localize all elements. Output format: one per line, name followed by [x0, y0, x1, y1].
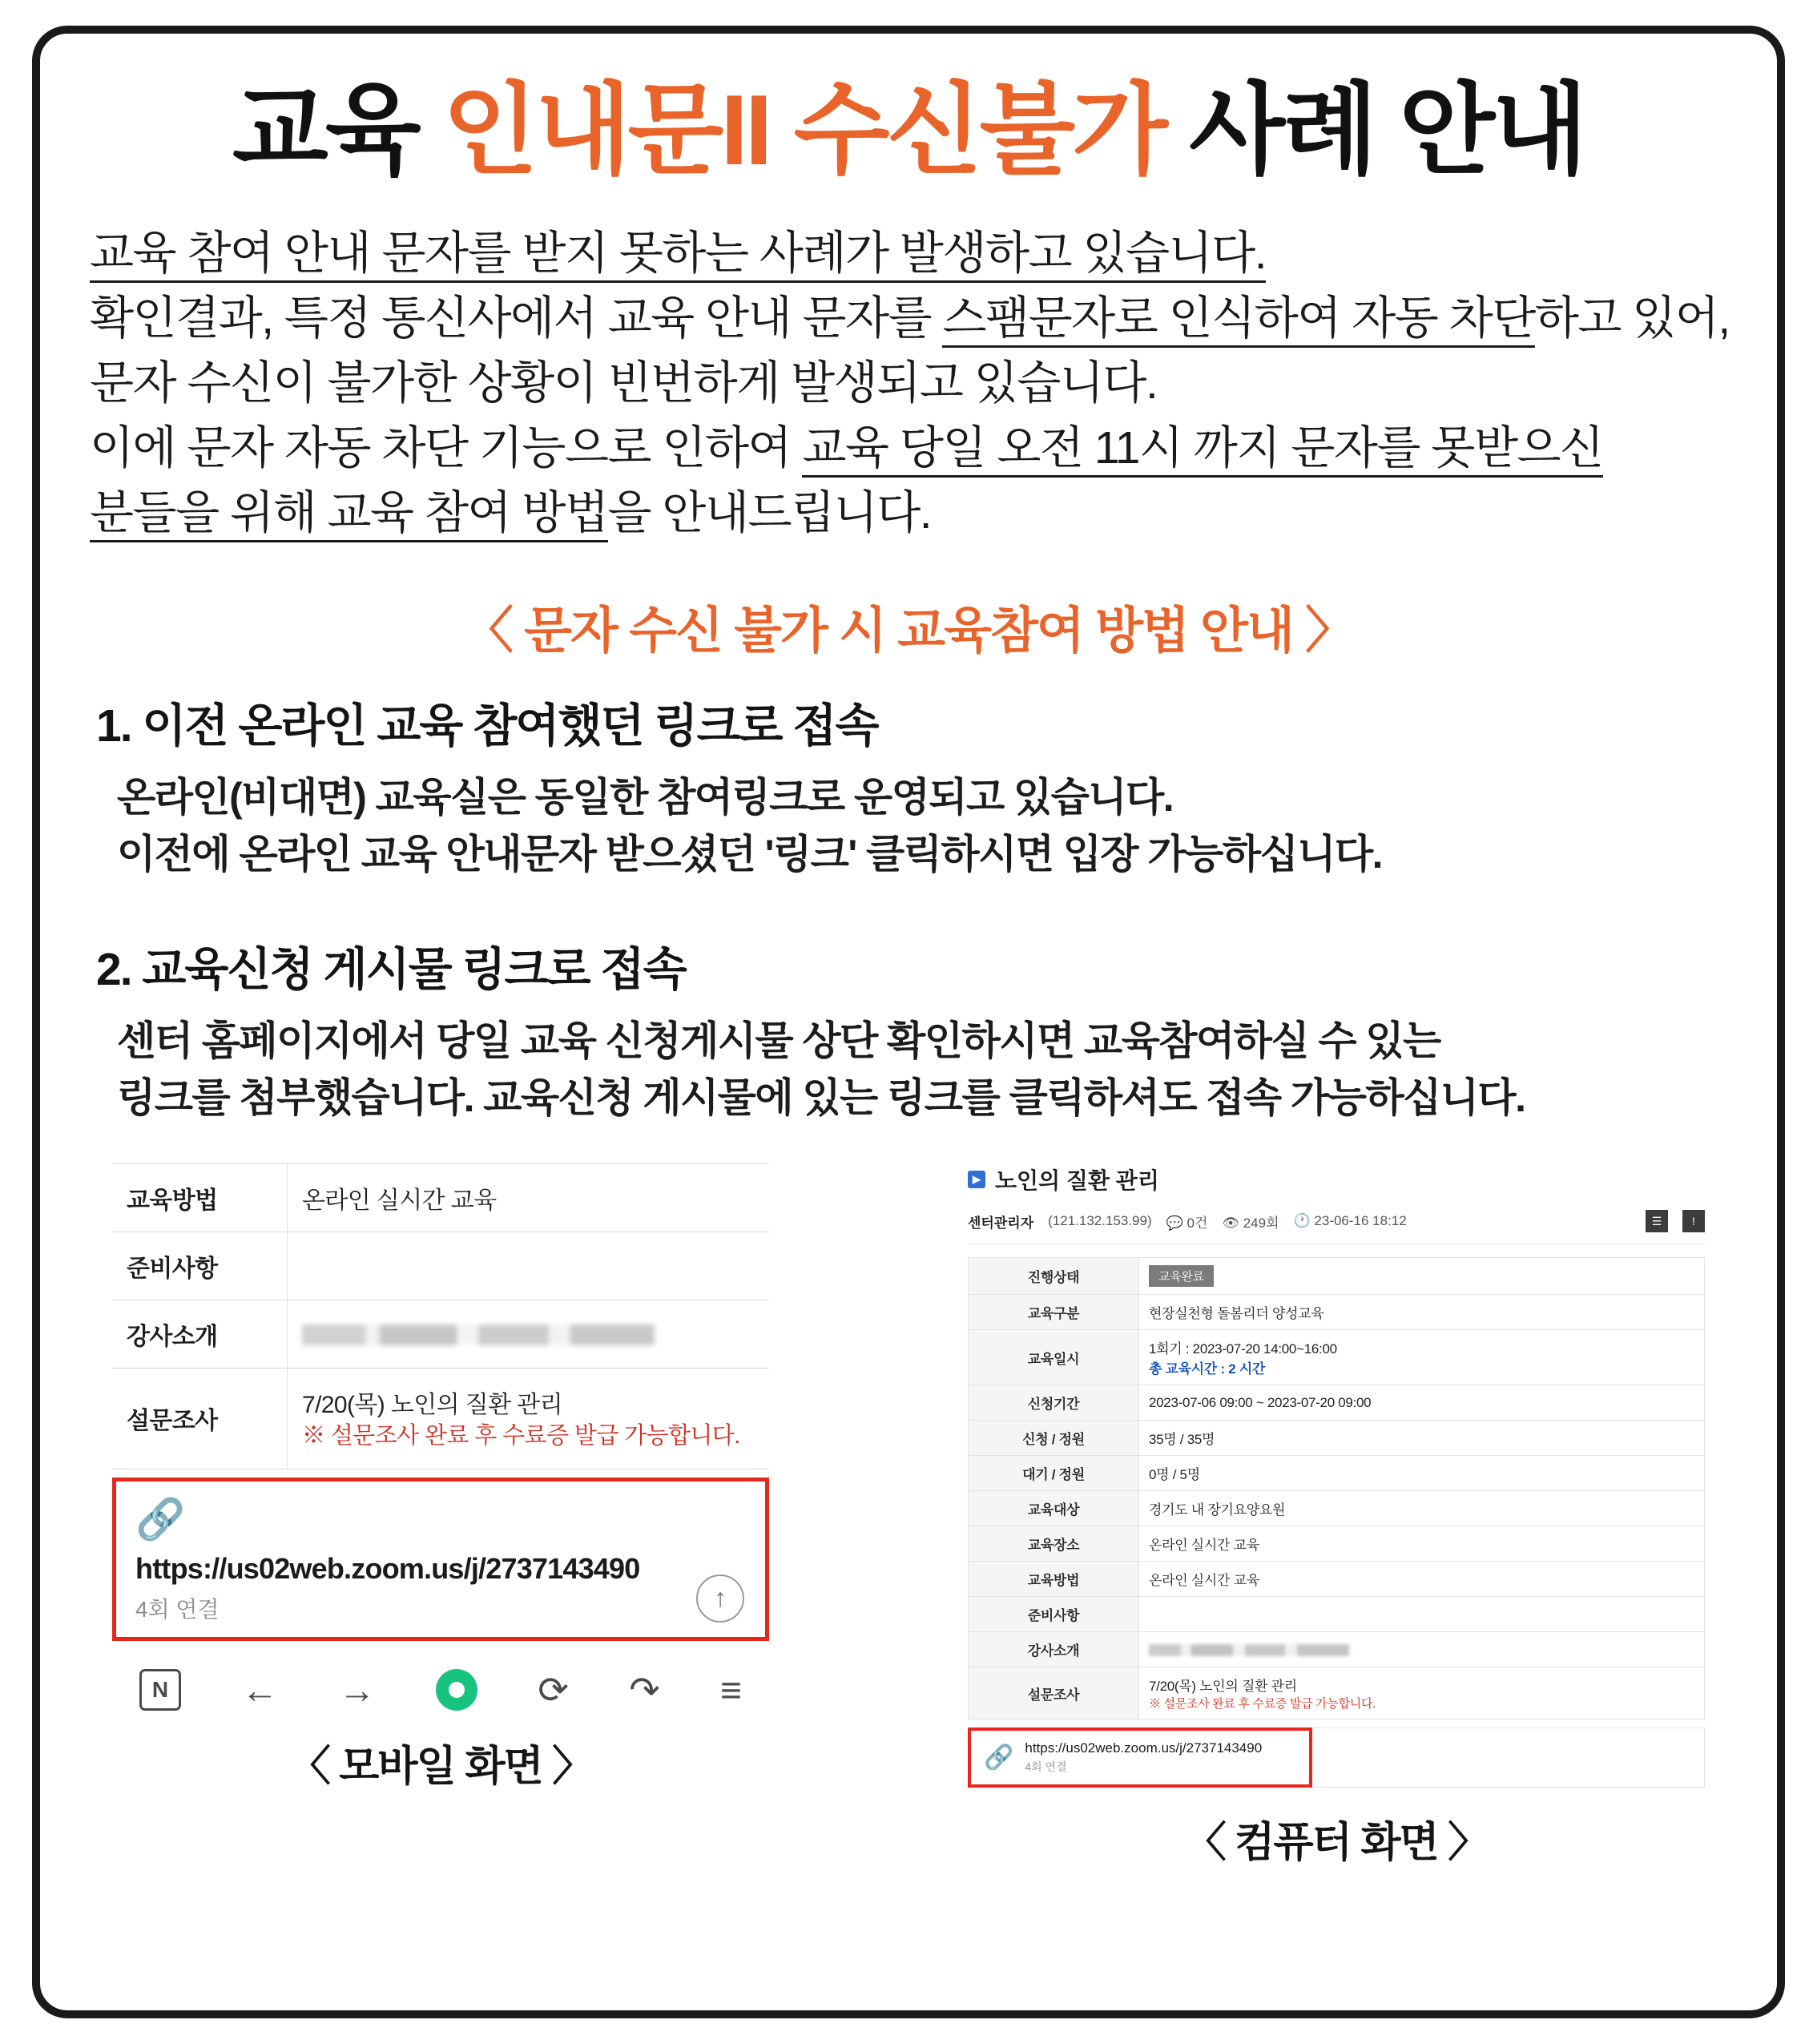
mobile-row-value-2 [288, 1300, 770, 1369]
mobile-browser-navbar[interactable] [112, 1668, 769, 1711]
pc-row-value-6: 경기도 내 장기요양요원 [1139, 1491, 1705, 1526]
intro-line-1 [90, 221, 1727, 286]
mobile-screenshot [112, 1163, 769, 1869]
naver-home-icon[interactable]: N [139, 1669, 181, 1711]
pc-detail-table [968, 1257, 1705, 1719]
pc-row-key-5: 대기 / 정원 [969, 1456, 1139, 1491]
table-row [969, 1421, 1705, 1456]
step-2 [40, 933, 1777, 1127]
pc-row-value-4: 35명 / 35명 [1139, 1421, 1705, 1456]
section-heading: 〈 문자 수신 불가 시 교육참여 방법 안내 〉 [463, 603, 1354, 659]
whale-button-icon[interactable] [436, 1669, 477, 1711]
table-row [969, 1295, 1705, 1330]
pc-row-value-8: 온라인 실시간 교육 [1139, 1562, 1705, 1597]
link-row-filler [1312, 1728, 1705, 1788]
link-icon: 🔗 [135, 1496, 186, 1542]
pc-row-value-1: 현장실천형 돌봄리더 양성교육 [1139, 1295, 1705, 1330]
pc-row-key-7: 교육장소 [969, 1526, 1139, 1562]
pc-row-key-1: 교육구분 [969, 1295, 1139, 1330]
pc-zoom-link-box[interactable] [968, 1728, 1312, 1788]
step-1 [40, 689, 1777, 883]
share-icon[interactable]: ↷ [629, 1668, 660, 1711]
step-2-body [96, 1013, 1721, 1127]
reload-icon[interactable]: ⟳ [538, 1668, 569, 1711]
blurred-instructor-text [1149, 1644, 1349, 1656]
pc-row-key-0: 진행상태 [969, 1258, 1139, 1295]
mobile-row-key-3: 설문조사 [112, 1369, 288, 1470]
pc-screenshot [968, 1163, 1705, 1869]
table-row [969, 1330, 1705, 1385]
mobile-survey-title: 7/20(목) 노인의 질환 관리 [302, 1392, 563, 1418]
pc-row-key-11: 설문조사 [969, 1667, 1139, 1719]
table-row [112, 1369, 769, 1470]
intro-line-2c: 하고 있어, [1534, 292, 1730, 345]
mobile-zoom-link-count: 4회 연결 [135, 1596, 220, 1622]
list-view-icon[interactable]: ☰ [1646, 1210, 1668, 1232]
pc-row-key-2: 교육일시 [969, 1330, 1139, 1385]
table-row [969, 1258, 1705, 1295]
mobile-zoom-link-url[interactable]: https://us02web.zoom.us/j/2737143490 [135, 1551, 640, 1585]
table-row [969, 1562, 1705, 1597]
intro-line-5a: 분들을 위해 교육 참여 방법 [90, 487, 608, 542]
pc-row-value-2 [1139, 1330, 1705, 1385]
pc-zoom-link-text[interactable] [1025, 1740, 1262, 1775]
page-title-part3: 사례 안내 [1164, 75, 1585, 186]
table-row [969, 1667, 1705, 1719]
pc-comment-count: 💬 0건 [1166, 1215, 1208, 1231]
step-1-title: 1. 이전 온라인 교육 참여했던 링크로 접속 [96, 700, 878, 752]
mobile-row-key-0: 교육방법 [112, 1164, 288, 1232]
poster-container [32, 26, 1785, 2018]
link-icon: 🔗 [984, 1744, 1014, 1771]
forward-icon[interactable]: → [338, 1668, 376, 1711]
pc-row-key-9: 준비사항 [969, 1597, 1139, 1632]
mobile-survey-note: ※ 설문조사 완료 후 수료증 발급 가능합니다. [302, 1423, 740, 1449]
table-row [112, 1300, 769, 1369]
intro-line-3 [90, 351, 1727, 416]
pc-row-key-3: 신청기간 [969, 1385, 1139, 1421]
table-row [969, 1491, 1705, 1526]
pc-zoom-link-url[interactable]: https://us02web.zoom.us/j/2737143490 [1025, 1740, 1263, 1756]
mobile-row-value-3 [288, 1369, 770, 1470]
table-row [969, 1385, 1705, 1421]
status-badge: 교육완료 [1149, 1265, 1214, 1287]
mobile-row-value-0: 온라인 실시간 교육 [288, 1164, 770, 1232]
intro-line-4a: 이에 문자 자동 차단 기능으로 인하여 [90, 422, 803, 474]
step-1-line-1: 온라인(비대면) 교육실은 동일한 참여링크로 운영되고 있습니다. [117, 775, 1174, 820]
pc-row-value-5: 0명 / 5명 [1139, 1456, 1705, 1491]
table-row [969, 1632, 1705, 1667]
page-title-part2: 인내문II 수신불가 [442, 75, 1165, 186]
intro-line-2 [90, 286, 1730, 351]
step-1-body [96, 769, 1721, 883]
mobile-row-value-1 [288, 1232, 770, 1300]
pc-survey-title: 7/20(목) 노인의 질환 관리 [1149, 1679, 1297, 1694]
intro-line-2a: 확인결과, 특정 통신사에서 교육 안내 문자를 [90, 292, 943, 345]
screenshots-row [40, 1163, 1777, 1869]
intro-line-4b: 교육 당일 오전 11시 까지 문자를 못받으신 [802, 422, 1602, 478]
step-1-line-2: 이전에 온라인 교육 안내문자 받으셨던 '링크' 클릭하시면 입장 가능하십니다. [117, 832, 1382, 877]
pc-post-title-text: 노인의 질환 관리 [995, 1168, 1159, 1193]
intro-line-5 [90, 481, 1727, 546]
pc-row-value-10 [1139, 1632, 1705, 1667]
intro-line-4 [90, 416, 1727, 481]
pc-post-title [968, 1163, 1705, 1195]
pc-row-key-10: 강사소개 [969, 1632, 1139, 1667]
step-2-line-2: 링크를 첨부했습니다. 교육신청 게시물에 있는 링크를 클릭하셔도 접속 가능하십니다. [117, 1075, 1525, 1120]
table-row [112, 1232, 769, 1300]
pc-row-key-8: 교육방법 [969, 1562, 1139, 1597]
page-title-part1: 교육 [232, 75, 443, 186]
pc-row-key-6: 교육대상 [969, 1491, 1139, 1526]
pc-caption: 〈 컴퓨터 화면 〉 [1184, 1820, 1489, 1866]
pc-view-count: 👁 249회 [1222, 1215, 1279, 1231]
collapse-arrow-icon[interactable]: ↑ [696, 1574, 744, 1623]
step-2-line-1: 센터 홈페이지에서 당일 교육 신청게시물 상단 확인하시면 교육참여하실 수 있는 [117, 1018, 1440, 1063]
play-icon: ▶ [968, 1171, 985, 1188]
report-icon[interactable]: ! [1682, 1210, 1705, 1232]
step-2-title: 2. 교육신청 게시물 링크로 접속 [96, 944, 686, 995]
pc-post-date: 🕐 23-06-16 18:12 [1293, 1213, 1407, 1228]
pc-row-value-7: 온라인 실시간 교육 [1139, 1526, 1705, 1562]
back-icon[interactable]: ← [241, 1668, 279, 1711]
table-row [112, 1164, 769, 1232]
pc-zoom-link-row [968, 1728, 1705, 1788]
pc-total-hours: 총 교육시간 : 2 시간 [1149, 1361, 1266, 1377]
table-row [969, 1526, 1705, 1562]
pc-row-value-3: 2023-07-06 09:00 ~ 2023-07-20 09:00 [1139, 1385, 1705, 1421]
mobile-caption: 〈 모바일 화면 〉 [288, 1743, 593, 1790]
pc-row-value-0 [1139, 1258, 1705, 1295]
intro-line-2b: 스팸문자로 인식하여 자동 차단 [942, 292, 1534, 348]
pc-author-ip: (121.132.153.99) [1048, 1213, 1152, 1228]
menu-icon[interactable]: ≡ [720, 1668, 742, 1711]
intro-line-5b: 을 안내드립니다. [607, 487, 932, 539]
table-row [969, 1597, 1705, 1632]
pc-row-key-4: 신청 / 정원 [969, 1421, 1139, 1456]
mobile-zoom-link-box[interactable] [112, 1478, 769, 1641]
intro-paragraph [40, 221, 1777, 546]
mobile-row-key-2: 강사소개 [112, 1300, 288, 1369]
pc-survey-note: ※ 설문조사 완료 후 수료증 발급 가능합니다. [1149, 1697, 1376, 1711]
intro-line-3-text: 문자 수신이 불가한 상황이 빈번하게 발생되고 있습니다. [90, 357, 1158, 409]
mobile-detail-table [112, 1163, 769, 1470]
intro-line-1-text: 교육 참여 안내 문자를 받지 못하는 사례가 발생하고 있습니다. [90, 228, 1266, 283]
pc-session-datetime: 1회기 : 2023-07-20 14:00~16:00 [1149, 1341, 1337, 1357]
page-title [40, 72, 1777, 189]
blurred-instructor-text [302, 1324, 655, 1345]
table-row [969, 1456, 1705, 1491]
pc-post-meta [968, 1210, 1705, 1244]
mobile-row-key-1: 준비사항 [112, 1232, 288, 1300]
pc-author: 센터관리자 [968, 1215, 1034, 1231]
pc-row-value-9 [1139, 1597, 1705, 1632]
pc-zoom-link-count: 4회 연결 [1025, 1760, 1067, 1773]
pc-row-value-11 [1139, 1667, 1705, 1719]
